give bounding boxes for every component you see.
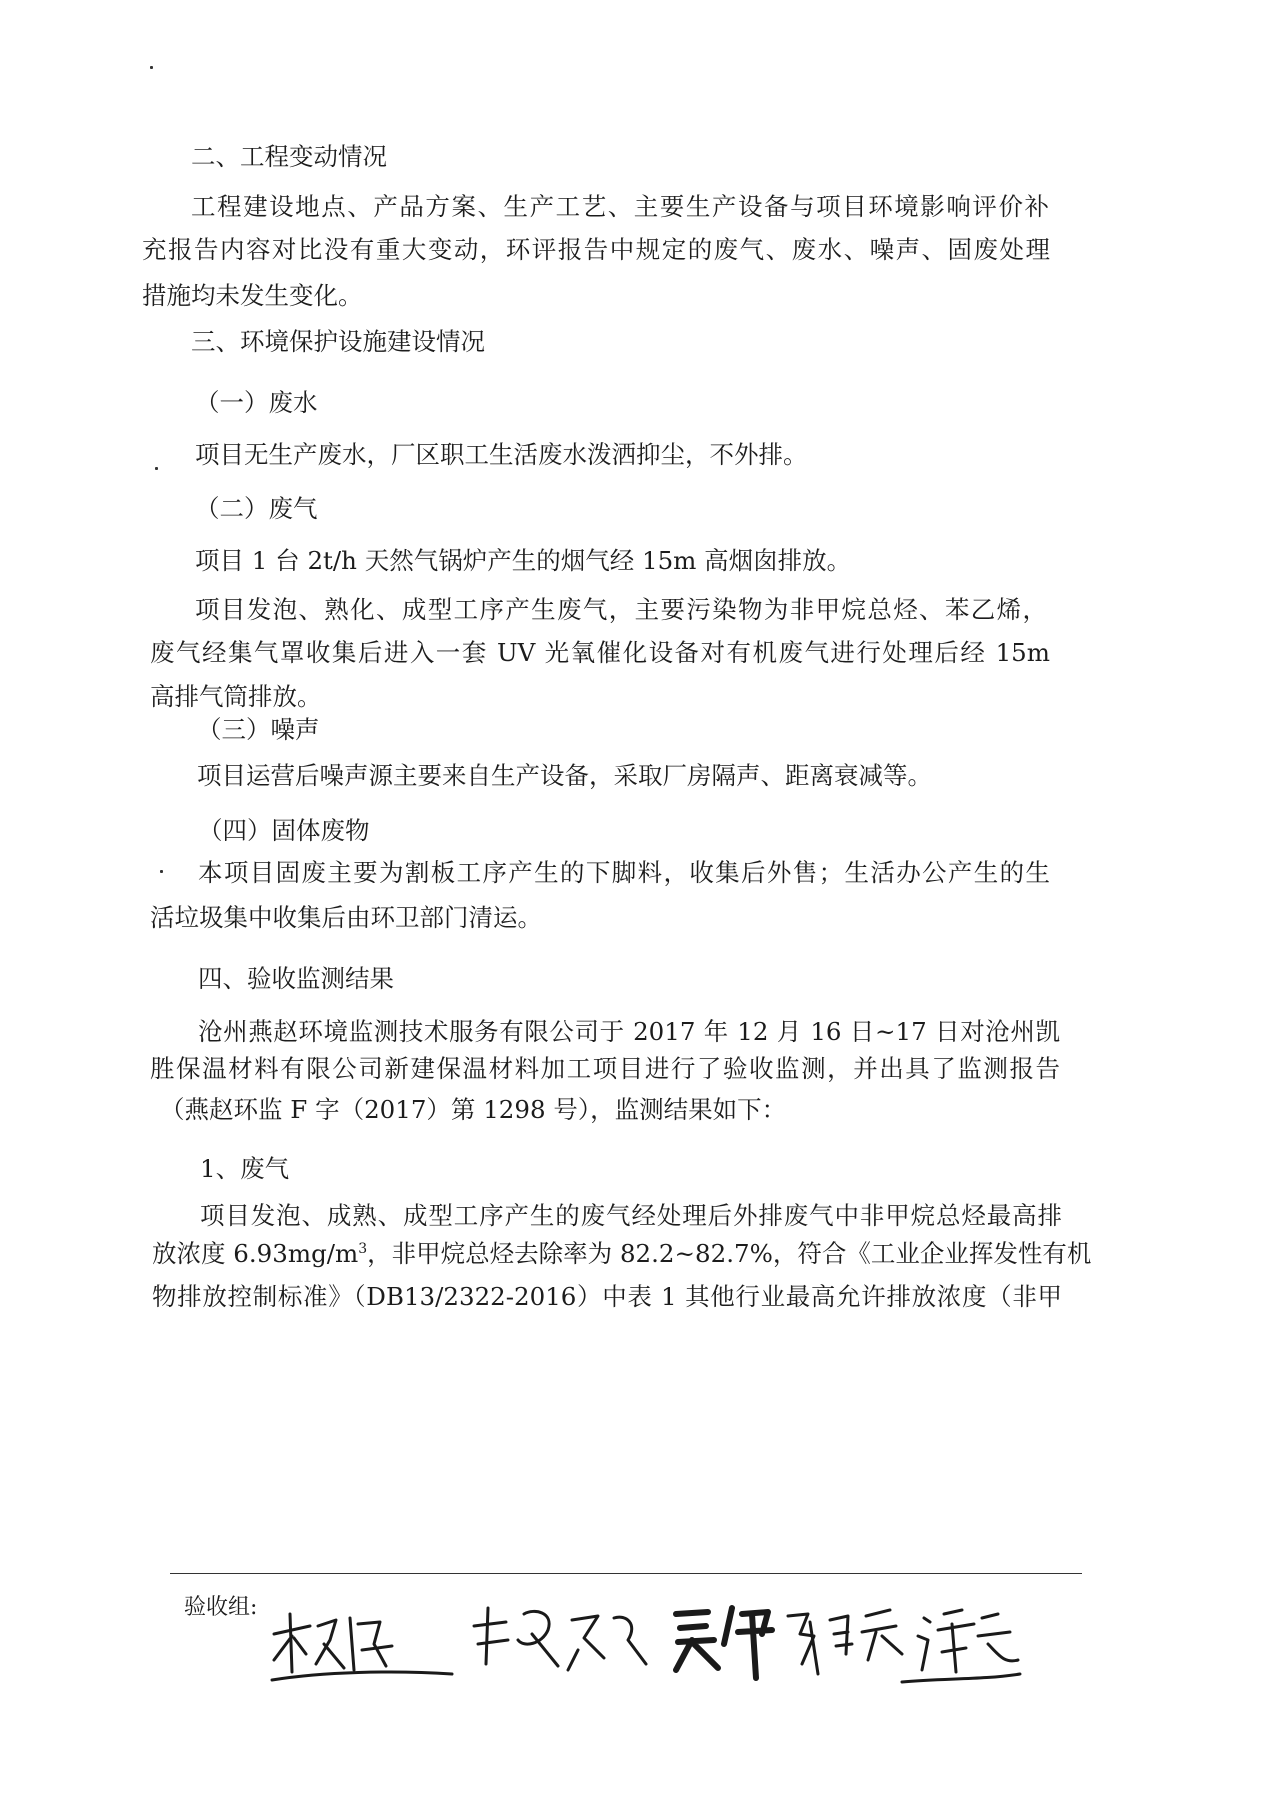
signature-label: 验收组:	[184, 1595, 258, 1620]
superscript: 3	[358, 1240, 368, 1257]
paragraph-line: 项目无生产废水，厂区职工生活废水泼洒抑尘，不外排。	[195, 440, 808, 469]
text-run: 放浓度 6.93mg/m	[152, 1239, 359, 1268]
paragraph-line: 高排气筒排放。	[150, 682, 322, 711]
paragraph-line: 项目发泡、成熟、成型工序产生的废气经处理后外排废气中非甲烷总烃最高排	[200, 1201, 1062, 1230]
paragraph-line: 废气经集气罩收集后进入一套 UV 光氧催化设备对有机废气进行处理后经 15m	[150, 638, 1050, 667]
subsection-heading: 1、废气	[200, 1154, 290, 1183]
paragraph-line: 沧州燕赵环境监测技术服务有限公司于 2017 年 12 月 16 日~17 日对沧州凯	[198, 1017, 1060, 1046]
paragraph-line: 物排放控制标准》（DB13/2322-2016）中表 1 其他行业最高允许排放浓度（非甲	[152, 1282, 1062, 1311]
scan-speck	[150, 66, 153, 69]
text-run: ，非甲烷总烃去除率为 82.2~82.7%，符合《工业企业挥发性有机	[367, 1239, 1092, 1268]
scan-speck	[155, 467, 158, 470]
signature-1	[272, 1614, 452, 1680]
subsection-heading: （二）废气	[195, 494, 318, 523]
subsection-heading: （三）噪声	[197, 715, 320, 744]
paragraph-line: 项目发泡、熟化、成型工序产生废气，主要污染物为非甲烷总烃、苯乙烯，	[195, 595, 1047, 624]
paragraph-line: 措施均未发生变化。	[142, 281, 363, 310]
paragraph-line: 活垃圾集中收集后由环卫部门清运。	[150, 903, 542, 932]
signature-5	[902, 1610, 1020, 1682]
paragraph-line: 工程建设地点、产品方案、生产工艺、主要生产设备与项目环境影响评价补	[191, 192, 1049, 221]
paragraph-line	[152, 1238, 1091, 1270]
subsection-heading: （四）固体废物	[198, 816, 370, 845]
paragraph-line: 项目 1 台 2t/h 天然气锅炉产生的烟气经 15m 高烟囱排放。	[195, 546, 852, 575]
paragraph-line: 充报告内容对比没有重大变动，环评报告中规定的废气、废水、噪声、固废处理	[142, 235, 1050, 264]
signature-4	[788, 1610, 902, 1674]
scan-speck	[160, 870, 163, 873]
signature-3	[676, 1608, 772, 1678]
section-heading: 三、环境保护设施建设情况	[191, 327, 485, 356]
subsection-heading: （一）废水	[195, 388, 318, 417]
paragraph-line: 胜保温材料有限公司新建保温材料加工项目进行了验收监测，并出具了监测报告	[150, 1054, 1060, 1083]
section-heading: 二、工程变动情况	[191, 142, 387, 171]
paragraph-line: 本项目固废主要为割板工序产生的下脚料，收集后外售；生活办公产生的生	[198, 858, 1050, 887]
paragraph-line: 项目运营后噪声源主要来自生产设备，采取厂房隔声、距离衰减等。	[197, 761, 932, 790]
section-heading: 四、验收监测结果	[198, 964, 394, 993]
handwritten-signatures	[262, 1574, 1022, 1694]
signature-2	[474, 1608, 646, 1670]
paragraph-line: （燕赵环监 F 字（2017）第 1298 号），监测结果如下：	[160, 1095, 787, 1124]
